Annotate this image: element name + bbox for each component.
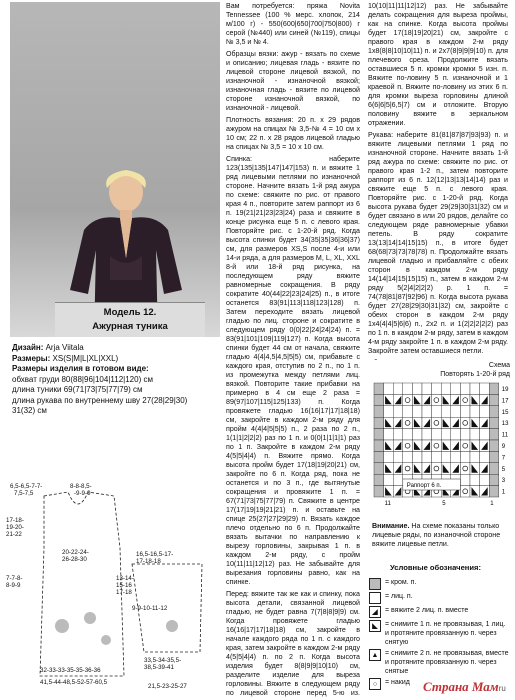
legend-symbol-icon: ◣ [369,620,381,632]
col-number: 11 [384,501,391,507]
chart-cell [403,383,413,394]
sleeves-text: Рукава: наберите 81(81|87|87|93|93) п. и вяжите лицевыми петлями 1 ряд по изнаночной стороне. Начните вязать 1-й ряд ажура по схеме: свяжите по рис. от правого края 1-2 п., затем повторите раппорт из 6 п. 12(12|13|13|14|14) раз и свяжите еще 5 п. с левого края. Повторяйте рис. с 1-20-й ряд. Когда высота рукава будет 29(29|30|31|32) см и будет связано в или 20 рядов, делайте со следующем ряде равномерные убавки петель. В ряду сократите 13(13|14|14|15|15) п., в итоге будет 68(68|73|73|78|78) п. Продолжайте вязать лицевой гладью и прибавляйте с обеих сторон в каждом 2-м ряду 14(14|14|15|15|15) п., затем в каждом 2-м ряду 5(2|4|2|2|2) р. 1 п. = 74(78|81|87|92|96) п. Когда высота рукава будет 27(28|29|30|31|32) см, закройте с обеих сторон в каждом 2-м ряду 1х4(4|4|5|6|6) п., 2х2 п. и 1(2|2|2|2|2) раз по 1 п. в каждом 2-м ряду, затем в каждом 4-м ряду закройте 1 п. в каждом 2-м ряду. Закройте затем оставшиеся петли. [368,131,508,355]
legend-symbol-icon: ▲ [369,649,381,661]
patterns-text: Образцы вязки: ажур - вязать по схеме и описанию; лицевая гладь - вязите по лицевой стороне лицевой вязкой, по изнаночной - изнаночной вязкой; изнаночная гладь - вязите по лицевой стороне изнаночной вязкой, по изнаночной - лицевой. [226,50,360,112]
chart-cell [432,383,442,394]
dim-sleeve-top-2: 17-18-18 [136,558,161,565]
legend-symbol-icon: ◢ [369,606,381,618]
chart-cell [470,383,480,394]
chart-cell [393,406,403,417]
row-number: 19 [501,387,509,393]
chart-cell [384,429,394,440]
body-outline [40,492,124,676]
chart-cell [374,440,384,451]
pattern-info [12,343,217,417]
chart-cell [374,406,384,417]
chart-cell [403,406,413,417]
row-number: 13 [501,421,509,428]
chart-cell [470,429,480,440]
caption-title: Ажурная туника [92,321,168,332]
row-number: 17 [501,398,509,405]
chart-cell [432,417,442,428]
legend-text: = снимите 2 п. не провязывая, вместе и протяните провязанную п. через снятые [385,650,509,675]
chart-cell [374,429,384,440]
chart-cell [460,429,470,440]
chart-cell [470,406,480,417]
chart-cell [393,383,403,394]
model-photo [10,2,220,337]
chart-cell [460,474,470,485]
chart-cell [480,429,490,440]
chart-cell [480,406,490,417]
chart-cell [384,383,394,394]
chart-cell [412,406,422,417]
front-text: Перед: вяжите так же как и спинку, пока высота детали, связанной лицевой гладью, не будет равна 7(7|8|8|9|9) см. Когда провяжете гладью 16(16|17|17|18|18) см, закройте в начале каждого ряда по 1 п. с каждого края, затем закройте в каждом 2-м ряду 4(5|5|4|4) п. по 2 п. Когда высота изделия будет 8(8|9|9|10|10) см, разделите изделие для выреза горловины. Вяжите в следующем ряду по лицевой стороне перед 5-ю из. [226,590,360,697]
garment-schematic [4,476,222,700]
chart-cell [489,383,499,394]
chart-cell [489,486,499,497]
dim-neck: 8-8-8,5- [70,483,92,490]
legend-item [369,578,511,590]
dim-shoulder: 6,5-6,5-7-7- [10,483,43,490]
row-number: 9 [501,444,506,450]
legend-title: Условные обозначения: [390,563,482,572]
dim-sleeve-bottom-3: 21,5-23-25-27 [148,683,187,690]
assembly-text [368,359,508,360]
note-text: На схеме показаны только лицевые ряды, по изнаночной стороне вяжите лицевые петли. [372,522,501,548]
legend-item [369,606,511,618]
attention-note [372,522,508,549]
chart-cell [412,451,422,462]
chart-cell [384,474,394,485]
chart-cell [403,429,413,440]
chart-cell [451,451,461,462]
dim-shoulder-2: 7,5-7,5 [14,490,34,497]
chart-cell [432,406,442,417]
row-number: 5 [501,466,506,473]
chart-cell [460,394,470,405]
lace-chart [370,381,510,511]
chart-cell [460,440,470,451]
chart-cell [374,394,384,405]
dim-width-2: 26-28-30 [62,556,87,563]
legend-item [369,649,511,676]
chart-cell [441,451,451,462]
legend-item [369,620,511,647]
sizes-line: Размеры: XS(S|M|L|XL|XXL) [12,353,119,363]
legend-item [369,592,511,604]
chart-cell [403,440,413,451]
chart-cell [384,406,394,417]
chart-cell [470,451,480,462]
chart-cell [374,486,384,497]
row-number: 3 [501,478,506,485]
photo-caption [55,302,205,337]
chart-cell [489,474,499,485]
chart-title: Схема Повторять 1-20-й ряд [440,362,510,378]
dim-side: 7-7-8- [6,575,23,582]
dim-sleeve-bottom-2: 38,5-39-41 [144,664,174,671]
col-number: 5 [442,501,446,507]
chart-cell [403,417,413,428]
legend-symbol-icon [369,592,381,604]
chart-cell [480,451,490,462]
chart-cell [432,440,442,451]
dim-sleeve-side-3: 17-18 [116,589,132,596]
chart-cell [470,474,480,485]
chart-cell [489,429,499,440]
instructions-column-2 [226,2,360,698]
back-text: Спинка: наберите 123(135|135|147|147|153) п. и вяжите 1 ряд лицевыми петлями по изнаночной стороне. Начните вязать 1-й ряд ажура по схеме: свяжите по рис. от правого края 4 п., повторите затем раппорт из 6 п. 19(21|21|23|23|24) раза и свяжите в конце рисунка еще 5 п. с левого края. Повторяйте рис. с 1-20-й ряд. Когда высота спинки будет 34(35|35|36|36|37) см, для размеров XS,S после 4-и или 14-и ряда, а для размеров M, L, XL, XXL 8-й или 18-й ряд рисунка, на последующем ряду вяжите равномерные сокращения. В ряду сократите 40(44|22|23|24|25) п., в итоге останется 83(91|113|118|123|128) п. Затем переходите вязать лицевой гладью по лиц. стороне и сократите в следующем ряду 0(0|22|24|24|24) п. = 83(91|101|109|119|127) п. Когда высота спинки будет 44 см от начала, свяжите гладью 4(4|4,5|4,5|5|5) см, прибавьте с каждого края, отступив по 2 п., по 1 п. из промежутка между петлями лиц. вязкой. Повторите такие прибавки на примерно в 4 см еще 2 раза = 89(97|107|115|125|133) п. Когда провяжете гладью 16(16|17|17|18|18) см, закройте в каждом 2-м ряду для пройм 4(4|4|5|5|5) п., 2 раза по 2 п., 1(1|1|2|2|2) раз по 1 п. и 0(0|1|1|1|1) раз по 1 п. Закройте в каждом 2-м ряду 4(5|5|4|4) п. Вяжите прямо. Когда высота пройм будет 17(18|19|20|21) см, закройте по 6 п. Когда ряд, пока не останется и по 3 п., где вытянутые сокращения и провяжите 1 п. = 67(71|73|75|77|79) п. Свяжите в центре 17(17|19|19|21|21) п. и оставьте на спице 25(27|27|29|29) п. Вязать каждое плечо отдельно по 6 п. Продолжайте вязать вытачки по направлению к вырезу горловины, закрывая 1 п. в каждом 2-м ряду, с пройм 10(11|11|12|12) раз. Не забывайте для вырезания горловины равно, как на спинке. [226,155,360,586]
dim-line-2: длина туники 69(71|73|75|77|79) см [12,385,143,394]
chart-cell [489,451,499,462]
chart-cell [480,383,490,394]
chart-cell [451,429,461,440]
chart-cell [460,451,470,462]
chart-cell [489,417,499,428]
dim-line-1: обхват груди 80(88|96|104|112|120) см [12,374,153,384]
dim-side-2: 8-9-9 [6,582,21,589]
chart-cell [432,394,442,405]
legend-symbol-icon: ○ [369,678,381,690]
dim-bottom: 41,5-44-48,5-52-57-60,5 [40,679,108,686]
chart-cell [422,429,432,440]
legend-text: = вяжите 2 лиц. п. вместе [385,607,469,614]
lace-motifs [55,612,178,645]
dim-sleeve-side: 13-14- [116,575,134,582]
chart-cell [441,429,451,440]
chart-cell [489,440,499,451]
chart-cell [441,406,451,417]
col-number: 1 [490,501,494,507]
legend-text: = накид [385,679,410,686]
dim-sleeve-cuff: 9-9-10-11-12 [132,605,168,612]
chart-cell [432,451,442,462]
legend-text: = кром. п. [385,579,417,586]
chart-cell [489,463,499,474]
dim-sleeve-top: 16,5-16,5-17- [136,551,174,558]
design-line: Дизайн: Arja Viitala [12,343,84,352]
legend-text: = снимите 1 п. не провязывая, 1 лиц. и протяните провязанную п. через снятую [385,621,506,646]
density-text: Плотность вязания: 20 п. х 29 рядов ажуром на спицах № 3,5-№ 4 = 10 см х 10 см; 22 п. х 28 рядов лицевой гладью на спицах № 3,5 = 10 х 10 см. [226,116,360,151]
dims-title: Размеры изделия в готовом виде: [12,364,149,373]
chart-cell [489,394,499,405]
materials-text: Вам потребуется: пряжа Novita Tennessee (100 % мерс. хлопок, 214 м/100 г) - 550(600|650|700|750|800) г серой (№440) или синей (№119), спицы № 3,5 и № 4. [226,2,360,46]
dim-line-3: длина рукава по внутреннему шву 27(28|29|30) [12,395,188,405]
continuation-text: 10(10|11|11|12|12) раз. Не забывайте делать сокращения для выреза проймы, как на спинке. Когда высота проймы будет 17(18|19|20|21) см, закройте с правого края в каждом 2-м ряду 1х8(8|8|10|10|11) п. и 2х7(8|9|9|9|10) п. для плечевого среза. Продолжите вязать оставшиеся 5 п. кромки кромки 5 изн. п. Вяжите по-ловину 5 п. изнаночной и 1 краевой п. Вяжите по-ловину из этих 6 п. для кромки выреза горловины длиной 6(6|6|5|6,5|7) см и отложите. Вторую половину вяжите в зеркальном отражении. [368,2,508,127]
chart-cell [393,429,403,440]
chart-cell [422,406,432,417]
caption-model: Модель 12. [103,307,157,318]
chart-cell [489,406,499,417]
dim-armhole: 17-18- [6,517,24,524]
chart-cell [374,417,384,428]
row-number: 11 [501,432,509,439]
chart-cell [460,486,470,497]
chart-cell [451,406,461,417]
chart-cell [412,383,422,394]
chart-cell [451,383,461,394]
row-number: 15 [501,409,509,416]
row-number: 1 [501,489,506,496]
note-label: Внимание. [372,522,410,530]
chart-cell [412,429,422,440]
instructions-column-3 [368,2,508,360]
chart-cell [393,474,403,485]
chart-cell [460,463,470,474]
chart-cell [403,394,413,405]
dim-width: 20-22-24- [62,549,89,556]
chart-cell [374,451,384,462]
row-number: 7 [501,455,506,462]
chart-cell [403,451,413,462]
watermark: Страна Мамru [423,679,506,694]
chart-cell [422,383,432,394]
chart-cell [480,474,490,485]
chart-cell [460,417,470,428]
chart-cell [393,451,403,462]
chart-cell [432,429,442,440]
dim-neck-2: -9-9-9 [74,490,91,497]
dim-line-4: 31(32) см [12,406,47,415]
chart-cell [374,463,384,474]
chart-cell [432,463,442,474]
chart-cell [460,383,470,394]
dim-armhole-2: 19-20- [6,524,24,531]
dim-sleeve-side-2: 15-16 [116,582,132,589]
dim-hem: 32-33-33-35-35-36-36 [40,667,101,674]
chart-cell [422,451,432,462]
chart-cell [384,451,394,462]
chart-cell [374,383,384,394]
legend-text: = лиц. п. [385,593,413,600]
rapport-label: Раппорт 6 п. [406,483,442,489]
chart-cell [403,463,413,474]
dim-armhole-3: 21-22 [6,531,22,538]
legend-symbol-icon [369,578,381,590]
dim-sleeve-bottom: 33,5-34-35,5- [144,657,182,664]
chart-cell [374,474,384,485]
chart-cell [441,383,451,394]
legend [369,578,511,692]
chart-cell [460,406,470,417]
